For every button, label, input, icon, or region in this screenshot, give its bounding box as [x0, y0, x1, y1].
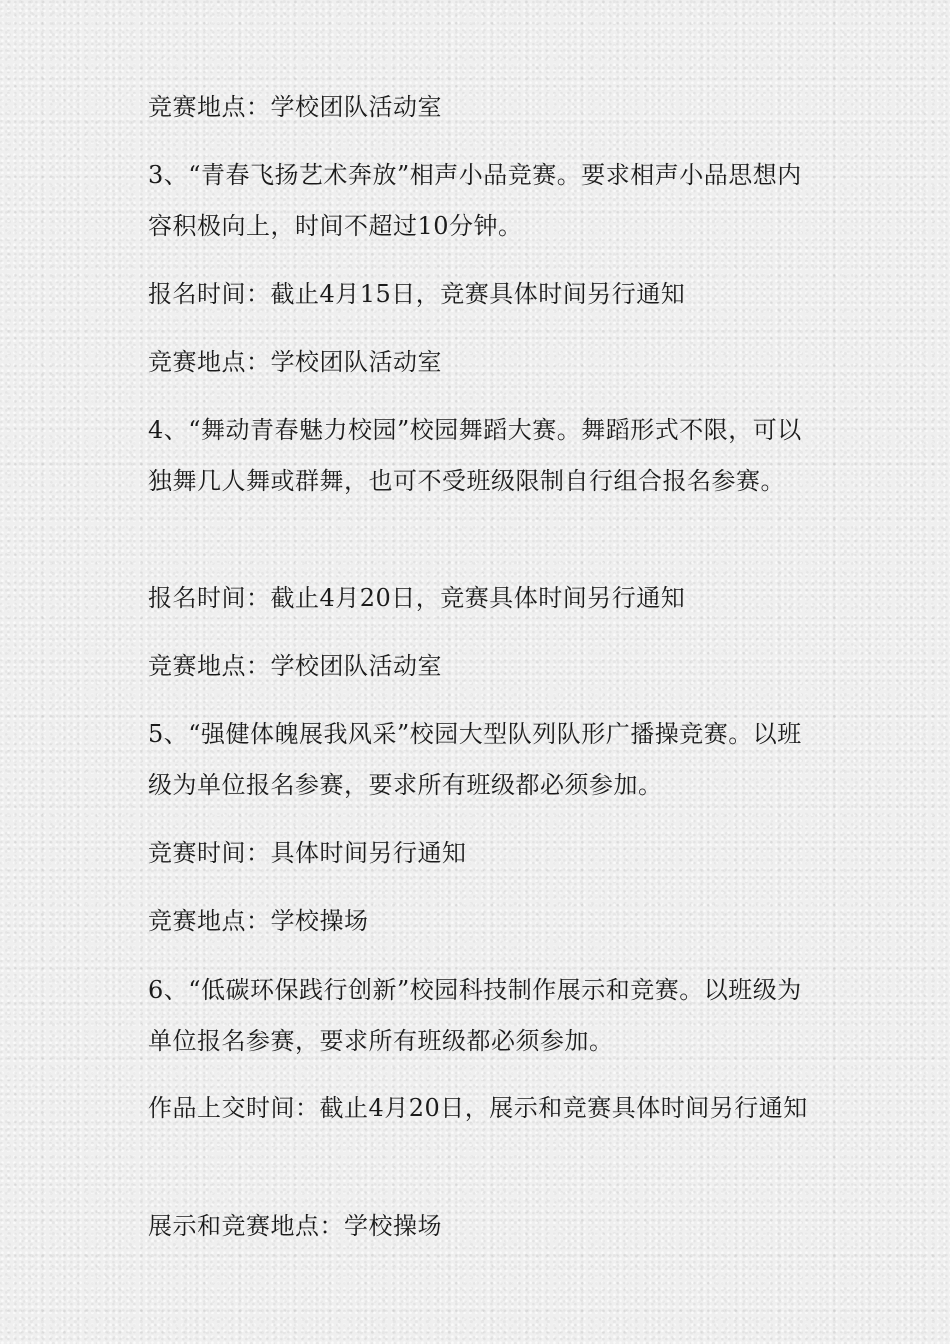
item-3-paragraph: 3、“青春飞扬艺术奔放”相声小品竞赛。要求相声小品思想内容积极向上，时间不超过10分钟。	[148, 161, 802, 240]
item-4-paragraph: 4、“舞动青春魅力校园”校园舞蹈大赛。舞蹈形式不限，可以独舞几人舞或群舞，也可不受班级限制自行组合报名参赛。	[148, 416, 802, 495]
registration-time-line: 报名时间：截止4月20日，竞赛具体时间另行通知	[148, 584, 686, 612]
item-5-paragraph: 5、“强健体魄展我风采”校园大型队列队形广播操竞赛。以班级为单位报名参赛，要求所有班级都必须参加。	[148, 720, 802, 799]
registration-time-line: 报名时间：截止4月15日，竞赛具体时间另行通知	[148, 280, 686, 308]
venue-line: 竞赛地点：学校团队活动室	[148, 93, 442, 121]
venue-line: 竞赛地点：学校操场	[148, 907, 369, 935]
venue-line: 竞赛地点：学校团队活动室	[148, 652, 442, 680]
venue-line: 竞赛地点：学校团队活动室	[148, 348, 442, 376]
submission-time-line: 作品上交时间：截止4月20日，展示和竞赛具体时间另行通知	[148, 1094, 808, 1122]
competition-time-line: 竞赛时间：具体时间另行通知	[148, 839, 467, 867]
item-6-paragraph: 6、“低碳环保践行创新”校园科技制作展示和竞赛。以班级为单位报名参赛，要求所有班级都必须参加。	[148, 976, 802, 1055]
exhibition-venue-line: 展示和竞赛地点：学校操场	[148, 1212, 442, 1240]
